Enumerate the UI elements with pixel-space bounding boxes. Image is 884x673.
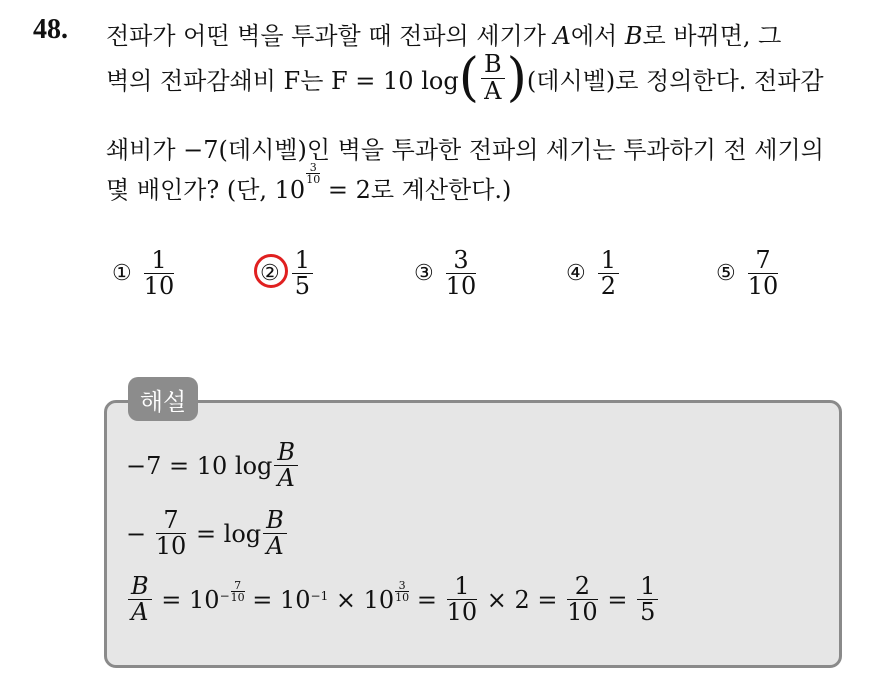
solution-line-3: $\frac{B}{A}$ = 10 − $\frac{7}{10}$ = 10 −1 × 10 $\frac{3}{10}$ = $\frac{1}{10}$ × 2 = $\frac{2}{10}$ = $\frac{1}{5}$ (126, 574, 660, 625)
solution-line-2: − $\frac{7}{10}$ = log $\frac{B}{A}$ (126, 508, 289, 559)
solution-line-1: −7 = 10 log $\frac{B}{A}$ (126, 440, 300, 491)
choice-4[interactable]: ④ $\frac{1}{2}$ (566, 248, 621, 299)
choice-5[interactable]: ⑤ $\frac{7}{10}$ (716, 246, 779, 301)
question-line-3: 쇄비가 −7(데시벨)인 벽을 투과한 전파의 세기는 투과하기 전 세기의 (106, 136, 824, 164)
choice-1[interactable]: ① $\frac{1}{10}$ (112, 246, 175, 301)
question-line-4: 몇 배인가? (단, 10 $\frac{3}{10}$ = 2로 계산한다.) (106, 161, 512, 204)
question-number: 48. (33, 14, 68, 45)
answer-circle-mark (254, 254, 288, 288)
question-line-1: 전파가 어떤 벽을 투과할 때 전파의 세기가 A에서 B로 바뀌면, 그 (106, 22, 782, 50)
definition-fraction: $\frac{B}{A}$ (481, 52, 505, 103)
choice-3[interactable]: ③ $\frac{3}{10}$ (414, 246, 477, 301)
question-line-2: 벽의 전파감쇄비 F는 F = 10 log ( $\frac{B}{A}$ ) (데시벨)로 정의한다. 전파감 (106, 48, 824, 108)
choice-2[interactable]: ② $\frac{1}{5}$ (260, 248, 315, 299)
solution-tag: 해설 (128, 377, 198, 421)
